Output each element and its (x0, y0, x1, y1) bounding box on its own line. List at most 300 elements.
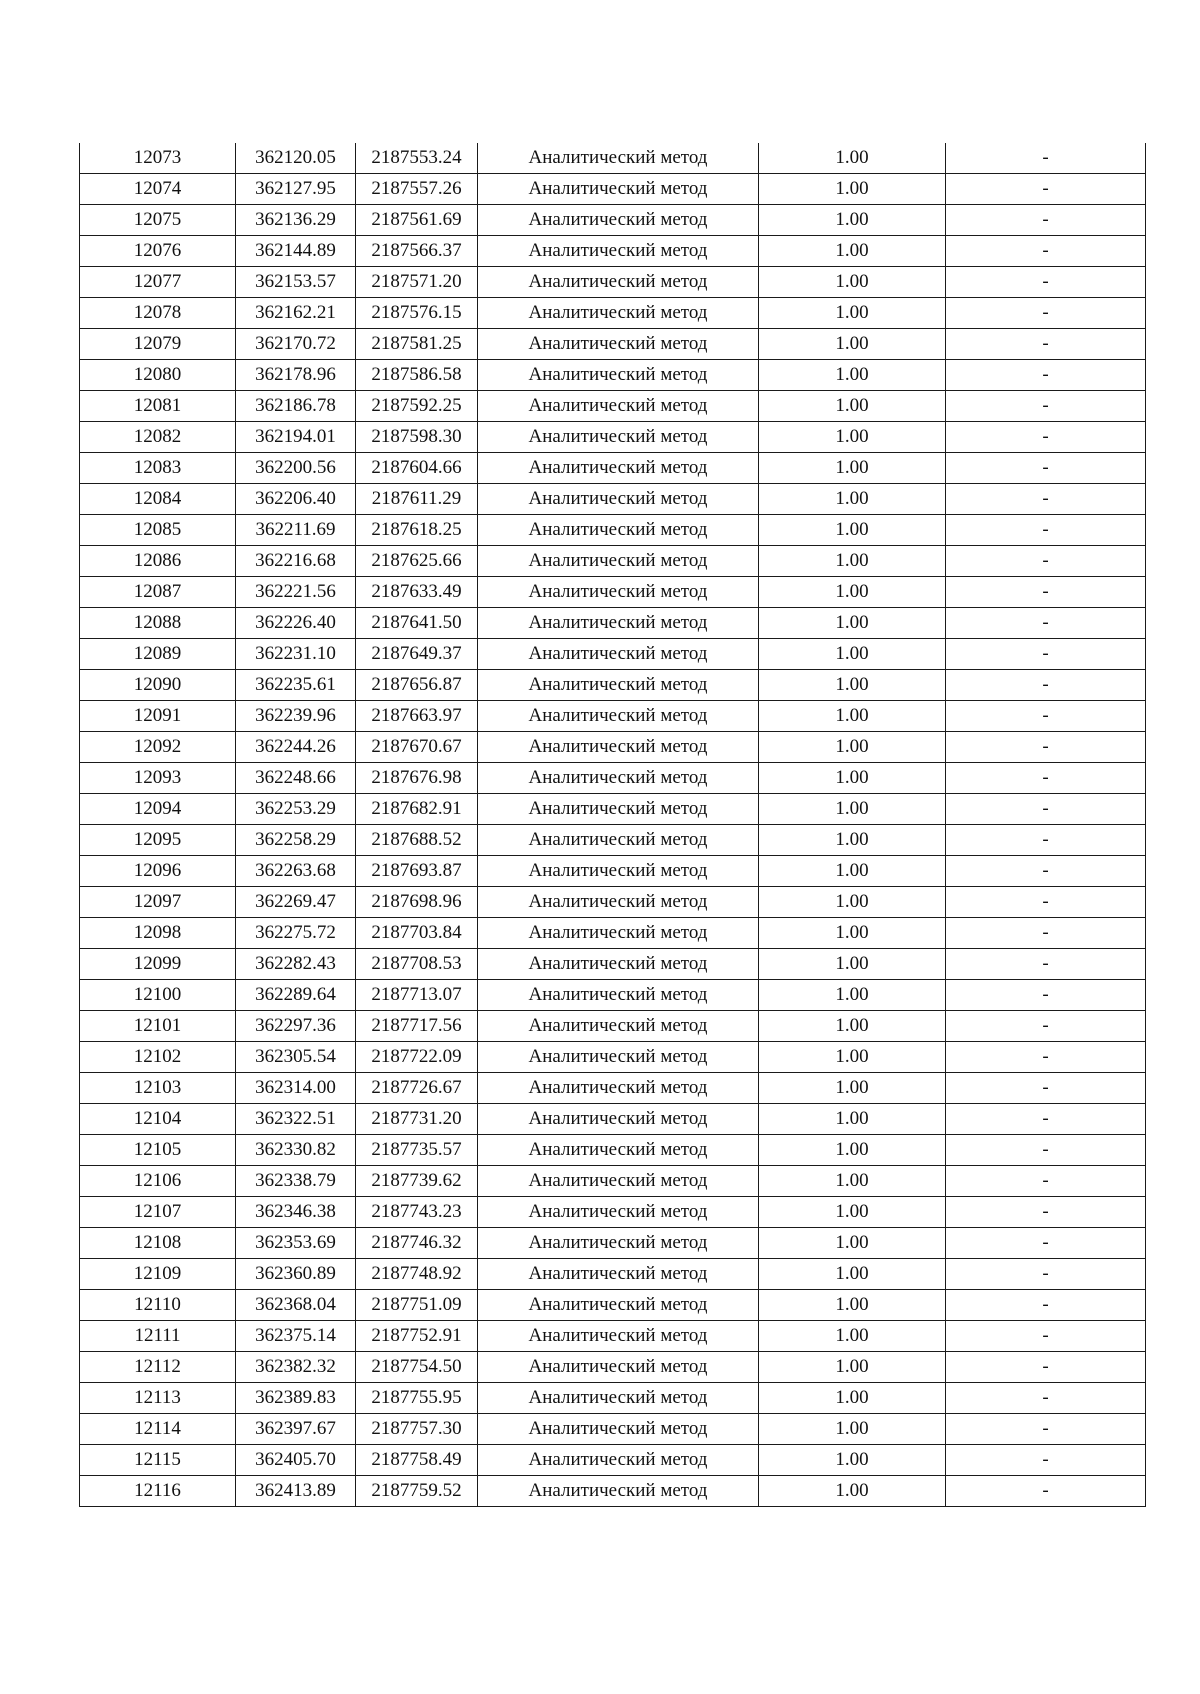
method-cell: Аналитический метод (478, 1414, 759, 1445)
point-number-cell: 12074 (80, 174, 236, 205)
method-cell: Аналитический метод (478, 1476, 759, 1507)
point-number-cell: 12108 (80, 1228, 236, 1259)
table-row (80, 515, 1146, 546)
note-cell: - (946, 546, 1146, 577)
table-row (80, 391, 1146, 422)
table-row (80, 887, 1146, 918)
table-row (80, 484, 1146, 515)
note-cell: - (946, 1476, 1146, 1507)
accuracy-cell: 1.00 (759, 360, 946, 391)
accuracy-cell: 1.00 (759, 763, 946, 794)
table-row (80, 1166, 1146, 1197)
table-row (80, 329, 1146, 360)
x-coordinate-cell: 362226.40 (236, 608, 356, 639)
table-row (80, 422, 1146, 453)
point-number-cell: 12073 (80, 143, 236, 174)
table-row (80, 825, 1146, 856)
coordinates-table (79, 143, 1146, 1507)
point-number-cell: 12109 (80, 1259, 236, 1290)
point-number-cell: 12082 (80, 422, 236, 453)
table-row (80, 577, 1146, 608)
note-cell: - (946, 422, 1146, 453)
accuracy-cell: 1.00 (759, 1352, 946, 1383)
method-cell: Аналитический метод (478, 143, 759, 174)
point-number-cell: 12086 (80, 546, 236, 577)
method-cell: Аналитический метод (478, 1197, 759, 1228)
note-cell: - (946, 794, 1146, 825)
accuracy-cell: 1.00 (759, 298, 946, 329)
table-row (80, 1135, 1146, 1166)
x-coordinate-cell: 362389.83 (236, 1383, 356, 1414)
accuracy-cell: 1.00 (759, 794, 946, 825)
point-number-cell: 12111 (80, 1321, 236, 1352)
point-number-cell: 12104 (80, 1104, 236, 1135)
accuracy-cell: 1.00 (759, 1042, 946, 1073)
point-number-cell: 12078 (80, 298, 236, 329)
y-coordinate-cell: 2187752.91 (356, 1321, 478, 1352)
accuracy-cell: 1.00 (759, 1290, 946, 1321)
x-coordinate-cell: 362170.72 (236, 329, 356, 360)
y-coordinate-cell: 2187656.87 (356, 670, 478, 701)
accuracy-cell: 1.00 (759, 1104, 946, 1135)
x-coordinate-cell: 362216.68 (236, 546, 356, 577)
y-coordinate-cell: 2187746.32 (356, 1228, 478, 1259)
method-cell: Аналитический метод (478, 484, 759, 515)
table-row (80, 794, 1146, 825)
accuracy-cell: 1.00 (759, 143, 946, 174)
x-coordinate-cell: 362346.38 (236, 1197, 356, 1228)
point-number-cell: 12110 (80, 1290, 236, 1321)
accuracy-cell: 1.00 (759, 856, 946, 887)
accuracy-cell: 1.00 (759, 329, 946, 360)
accuracy-cell: 1.00 (759, 1259, 946, 1290)
x-coordinate-cell: 362186.78 (236, 391, 356, 422)
table-row (80, 298, 1146, 329)
point-number-cell: 12081 (80, 391, 236, 422)
note-cell: - (946, 918, 1146, 949)
note-cell: - (946, 298, 1146, 329)
table-row (80, 1352, 1146, 1383)
point-number-cell: 12113 (80, 1383, 236, 1414)
table-row (80, 360, 1146, 391)
table-row (80, 763, 1146, 794)
accuracy-cell: 1.00 (759, 1073, 946, 1104)
point-number-cell: 12103 (80, 1073, 236, 1104)
note-cell: - (946, 825, 1146, 856)
x-coordinate-cell: 362322.51 (236, 1104, 356, 1135)
y-coordinate-cell: 2187688.52 (356, 825, 478, 856)
x-coordinate-cell: 362162.21 (236, 298, 356, 329)
point-number-cell: 12076 (80, 236, 236, 267)
table-row (80, 1042, 1146, 1073)
method-cell: Аналитический метод (478, 453, 759, 484)
x-coordinate-cell: 362314.00 (236, 1073, 356, 1104)
accuracy-cell: 1.00 (759, 1476, 946, 1507)
note-cell: - (946, 949, 1146, 980)
note-cell: - (946, 484, 1146, 515)
y-coordinate-cell: 2187722.09 (356, 1042, 478, 1073)
x-coordinate-cell: 362258.29 (236, 825, 356, 856)
x-coordinate-cell: 362221.56 (236, 577, 356, 608)
y-coordinate-cell: 2187755.95 (356, 1383, 478, 1414)
method-cell: Аналитический метод (478, 918, 759, 949)
point-number-cell: 12087 (80, 577, 236, 608)
accuracy-cell: 1.00 (759, 1228, 946, 1259)
method-cell: Аналитический метод (478, 794, 759, 825)
point-number-cell: 12101 (80, 1011, 236, 1042)
method-cell: Аналитический метод (478, 732, 759, 763)
table-row (80, 670, 1146, 701)
note-cell: - (946, 1042, 1146, 1073)
note-cell: - (946, 732, 1146, 763)
table-row (80, 732, 1146, 763)
method-cell: Аналитический метод (478, 1042, 759, 1073)
x-coordinate-cell: 362206.40 (236, 484, 356, 515)
note-cell: - (946, 1290, 1146, 1321)
note-cell: - (946, 577, 1146, 608)
point-number-cell: 12096 (80, 856, 236, 887)
x-coordinate-cell: 362330.82 (236, 1135, 356, 1166)
accuracy-cell: 1.00 (759, 205, 946, 236)
accuracy-cell: 1.00 (759, 1166, 946, 1197)
note-cell: - (946, 670, 1146, 701)
y-coordinate-cell: 2187633.49 (356, 577, 478, 608)
accuracy-cell: 1.00 (759, 980, 946, 1011)
note-cell: - (946, 360, 1146, 391)
note-cell: - (946, 1104, 1146, 1135)
point-number-cell: 12090 (80, 670, 236, 701)
method-cell: Аналитический метод (478, 329, 759, 360)
y-coordinate-cell: 2187731.20 (356, 1104, 478, 1135)
point-number-cell: 12094 (80, 794, 236, 825)
x-coordinate-cell: 362305.54 (236, 1042, 356, 1073)
x-coordinate-cell: 362235.61 (236, 670, 356, 701)
method-cell: Аналитический метод (478, 515, 759, 546)
table-row (80, 236, 1146, 267)
x-coordinate-cell: 362153.57 (236, 267, 356, 298)
x-coordinate-cell: 362413.89 (236, 1476, 356, 1507)
accuracy-cell: 1.00 (759, 825, 946, 856)
accuracy-cell: 1.00 (759, 1414, 946, 1445)
method-cell: Аналитический метод (478, 1011, 759, 1042)
x-coordinate-cell: 362375.14 (236, 1321, 356, 1352)
point-number-cell: 12088 (80, 608, 236, 639)
point-number-cell: 12105 (80, 1135, 236, 1166)
accuracy-cell: 1.00 (759, 515, 946, 546)
point-number-cell: 12099 (80, 949, 236, 980)
method-cell: Аналитический метод (478, 701, 759, 732)
table-body (80, 143, 1146, 1507)
point-number-cell: 12093 (80, 763, 236, 794)
x-coordinate-cell: 362200.56 (236, 453, 356, 484)
y-coordinate-cell: 2187598.30 (356, 422, 478, 453)
note-cell: - (946, 701, 1146, 732)
y-coordinate-cell: 2187708.53 (356, 949, 478, 980)
accuracy-cell: 1.00 (759, 639, 946, 670)
point-number-cell: 12083 (80, 453, 236, 484)
note-cell: - (946, 1011, 1146, 1042)
y-coordinate-cell: 2187649.37 (356, 639, 478, 670)
note-cell: - (946, 639, 1146, 670)
accuracy-cell: 1.00 (759, 608, 946, 639)
x-coordinate-cell: 362231.10 (236, 639, 356, 670)
y-coordinate-cell: 2187641.50 (356, 608, 478, 639)
method-cell: Аналитический метод (478, 825, 759, 856)
x-coordinate-cell: 362360.89 (236, 1259, 356, 1290)
note-cell: - (946, 1321, 1146, 1352)
table-row (80, 701, 1146, 732)
table-row (80, 856, 1146, 887)
table-row (80, 918, 1146, 949)
y-coordinate-cell: 2187739.62 (356, 1166, 478, 1197)
y-coordinate-cell: 2187693.87 (356, 856, 478, 887)
accuracy-cell: 1.00 (759, 267, 946, 298)
x-coordinate-cell: 362263.68 (236, 856, 356, 887)
method-cell: Аналитический метод (478, 1352, 759, 1383)
method-cell: Аналитический метод (478, 1228, 759, 1259)
note-cell: - (946, 1445, 1146, 1476)
point-number-cell: 12106 (80, 1166, 236, 1197)
note-cell: - (946, 763, 1146, 794)
accuracy-cell: 1.00 (759, 1383, 946, 1414)
point-number-cell: 12112 (80, 1352, 236, 1383)
note-cell: - (946, 1228, 1146, 1259)
y-coordinate-cell: 2187586.58 (356, 360, 478, 391)
point-number-cell: 12115 (80, 1445, 236, 1476)
y-coordinate-cell: 2187581.25 (356, 329, 478, 360)
accuracy-cell: 1.00 (759, 918, 946, 949)
method-cell: Аналитический метод (478, 236, 759, 267)
x-coordinate-cell: 362289.64 (236, 980, 356, 1011)
table-row (80, 949, 1146, 980)
method-cell: Аналитический метод (478, 1135, 759, 1166)
y-coordinate-cell: 2187735.57 (356, 1135, 478, 1166)
table-row (80, 1290, 1146, 1321)
point-number-cell: 12095 (80, 825, 236, 856)
method-cell: Аналитический метод (478, 856, 759, 887)
table-row (80, 205, 1146, 236)
point-number-cell: 12100 (80, 980, 236, 1011)
table-row (80, 1011, 1146, 1042)
point-number-cell: 12114 (80, 1414, 236, 1445)
x-coordinate-cell: 362338.79 (236, 1166, 356, 1197)
y-coordinate-cell: 2187698.96 (356, 887, 478, 918)
note-cell: - (946, 1383, 1146, 1414)
method-cell: Аналитический метод (478, 577, 759, 608)
table-row (80, 1228, 1146, 1259)
method-cell: Аналитический метод (478, 1073, 759, 1104)
y-coordinate-cell: 2187726.67 (356, 1073, 478, 1104)
point-number-cell: 12116 (80, 1476, 236, 1507)
point-number-cell: 12080 (80, 360, 236, 391)
accuracy-cell: 1.00 (759, 236, 946, 267)
method-cell: Аналитический метод (478, 1290, 759, 1321)
x-coordinate-cell: 362382.32 (236, 1352, 356, 1383)
accuracy-cell: 1.00 (759, 887, 946, 918)
x-coordinate-cell: 362397.67 (236, 1414, 356, 1445)
note-cell: - (946, 1197, 1146, 1228)
x-coordinate-cell: 362253.29 (236, 794, 356, 825)
note-cell: - (946, 267, 1146, 298)
table-row (80, 1383, 1146, 1414)
method-cell: Аналитический метод (478, 1166, 759, 1197)
method-cell: Аналитический метод (478, 670, 759, 701)
note-cell: - (946, 391, 1146, 422)
point-number-cell: 12089 (80, 639, 236, 670)
method-cell: Аналитический метод (478, 1445, 759, 1476)
method-cell: Аналитический метод (478, 546, 759, 577)
method-cell: Аналитический метод (478, 174, 759, 205)
table-row (80, 1476, 1146, 1507)
y-coordinate-cell: 2187670.67 (356, 732, 478, 763)
table-row (80, 1414, 1146, 1445)
y-coordinate-cell: 2187759.52 (356, 1476, 478, 1507)
x-coordinate-cell: 362297.36 (236, 1011, 356, 1042)
table-row (80, 1259, 1146, 1290)
y-coordinate-cell: 2187625.66 (356, 546, 478, 577)
y-coordinate-cell: 2187743.23 (356, 1197, 478, 1228)
note-cell: - (946, 1259, 1146, 1290)
note-cell: - (946, 1414, 1146, 1445)
point-number-cell: 12075 (80, 205, 236, 236)
y-coordinate-cell: 2187553.24 (356, 143, 478, 174)
table-row (80, 267, 1146, 298)
note-cell: - (946, 1352, 1146, 1383)
note-cell: - (946, 329, 1146, 360)
x-coordinate-cell: 362144.89 (236, 236, 356, 267)
accuracy-cell: 1.00 (759, 484, 946, 515)
x-coordinate-cell: 362244.26 (236, 732, 356, 763)
method-cell: Аналитический метод (478, 608, 759, 639)
accuracy-cell: 1.00 (759, 391, 946, 422)
y-coordinate-cell: 2187561.69 (356, 205, 478, 236)
note-cell: - (946, 1135, 1146, 1166)
table-row (80, 174, 1146, 205)
x-coordinate-cell: 362178.96 (236, 360, 356, 391)
note-cell: - (946, 1073, 1146, 1104)
accuracy-cell: 1.00 (759, 1197, 946, 1228)
method-cell: Аналитический метод (478, 887, 759, 918)
method-cell: Аналитический метод (478, 1104, 759, 1135)
accuracy-cell: 1.00 (759, 732, 946, 763)
method-cell: Аналитический метод (478, 360, 759, 391)
point-number-cell: 12097 (80, 887, 236, 918)
y-coordinate-cell: 2187754.50 (356, 1352, 478, 1383)
point-number-cell: 12079 (80, 329, 236, 360)
table-row (80, 1321, 1146, 1352)
accuracy-cell: 1.00 (759, 1321, 946, 1352)
x-coordinate-cell: 362353.69 (236, 1228, 356, 1259)
table-row (80, 1445, 1146, 1476)
method-cell: Аналитический метод (478, 949, 759, 980)
y-coordinate-cell: 2187663.97 (356, 701, 478, 732)
note-cell: - (946, 174, 1146, 205)
note-cell: - (946, 608, 1146, 639)
point-number-cell: 12084 (80, 484, 236, 515)
x-coordinate-cell: 362239.96 (236, 701, 356, 732)
table-row (80, 1104, 1146, 1135)
method-cell: Аналитический метод (478, 980, 759, 1011)
point-number-cell: 12092 (80, 732, 236, 763)
y-coordinate-cell: 2187557.26 (356, 174, 478, 205)
accuracy-cell: 1.00 (759, 546, 946, 577)
point-number-cell: 12098 (80, 918, 236, 949)
y-coordinate-cell: 2187571.20 (356, 267, 478, 298)
point-number-cell: 12085 (80, 515, 236, 546)
note-cell: - (946, 1166, 1146, 1197)
method-cell: Аналитический метод (478, 1321, 759, 1352)
accuracy-cell: 1.00 (759, 701, 946, 732)
x-coordinate-cell: 362368.04 (236, 1290, 356, 1321)
y-coordinate-cell: 2187618.25 (356, 515, 478, 546)
accuracy-cell: 1.00 (759, 670, 946, 701)
table-row (80, 1073, 1146, 1104)
x-coordinate-cell: 362136.29 (236, 205, 356, 236)
table-row (80, 143, 1146, 174)
accuracy-cell: 1.00 (759, 1011, 946, 1042)
note-cell: - (946, 887, 1146, 918)
y-coordinate-cell: 2187604.66 (356, 453, 478, 484)
table-row (80, 1197, 1146, 1228)
y-coordinate-cell: 2187611.29 (356, 484, 478, 515)
x-coordinate-cell: 362275.72 (236, 918, 356, 949)
y-coordinate-cell: 2187757.30 (356, 1414, 478, 1445)
note-cell: - (946, 980, 1146, 1011)
x-coordinate-cell: 362211.69 (236, 515, 356, 546)
accuracy-cell: 1.00 (759, 453, 946, 484)
x-coordinate-cell: 362282.43 (236, 949, 356, 980)
note-cell: - (946, 856, 1146, 887)
point-number-cell: 12077 (80, 267, 236, 298)
method-cell: Аналитический метод (478, 763, 759, 794)
note-cell: - (946, 143, 1146, 174)
y-coordinate-cell: 2187703.84 (356, 918, 478, 949)
accuracy-cell: 1.00 (759, 1445, 946, 1476)
method-cell: Аналитический метод (478, 639, 759, 670)
method-cell: Аналитический метод (478, 1383, 759, 1414)
y-coordinate-cell: 2187592.25 (356, 391, 478, 422)
table-row (80, 546, 1146, 577)
accuracy-cell: 1.00 (759, 1135, 946, 1166)
y-coordinate-cell: 2187576.15 (356, 298, 478, 329)
note-cell: - (946, 453, 1146, 484)
y-coordinate-cell: 2187682.91 (356, 794, 478, 825)
x-coordinate-cell: 362405.70 (236, 1445, 356, 1476)
method-cell: Аналитический метод (478, 422, 759, 453)
y-coordinate-cell: 2187676.98 (356, 763, 478, 794)
x-coordinate-cell: 362120.05 (236, 143, 356, 174)
x-coordinate-cell: 362127.95 (236, 174, 356, 205)
y-coordinate-cell: 2187751.09 (356, 1290, 478, 1321)
method-cell: Аналитический метод (478, 391, 759, 422)
y-coordinate-cell: 2187713.07 (356, 980, 478, 1011)
point-number-cell: 12102 (80, 1042, 236, 1073)
accuracy-cell: 1.00 (759, 174, 946, 205)
point-number-cell: 12091 (80, 701, 236, 732)
table-row (80, 608, 1146, 639)
y-coordinate-cell: 2187748.92 (356, 1259, 478, 1290)
point-number-cell: 12107 (80, 1197, 236, 1228)
table-row (80, 453, 1146, 484)
x-coordinate-cell: 362194.01 (236, 422, 356, 453)
accuracy-cell: 1.00 (759, 422, 946, 453)
y-coordinate-cell: 2187758.49 (356, 1445, 478, 1476)
method-cell: Аналитический метод (478, 1259, 759, 1290)
table-row (80, 639, 1146, 670)
accuracy-cell: 1.00 (759, 577, 946, 608)
y-coordinate-cell: 2187566.37 (356, 236, 478, 267)
note-cell: - (946, 236, 1146, 267)
